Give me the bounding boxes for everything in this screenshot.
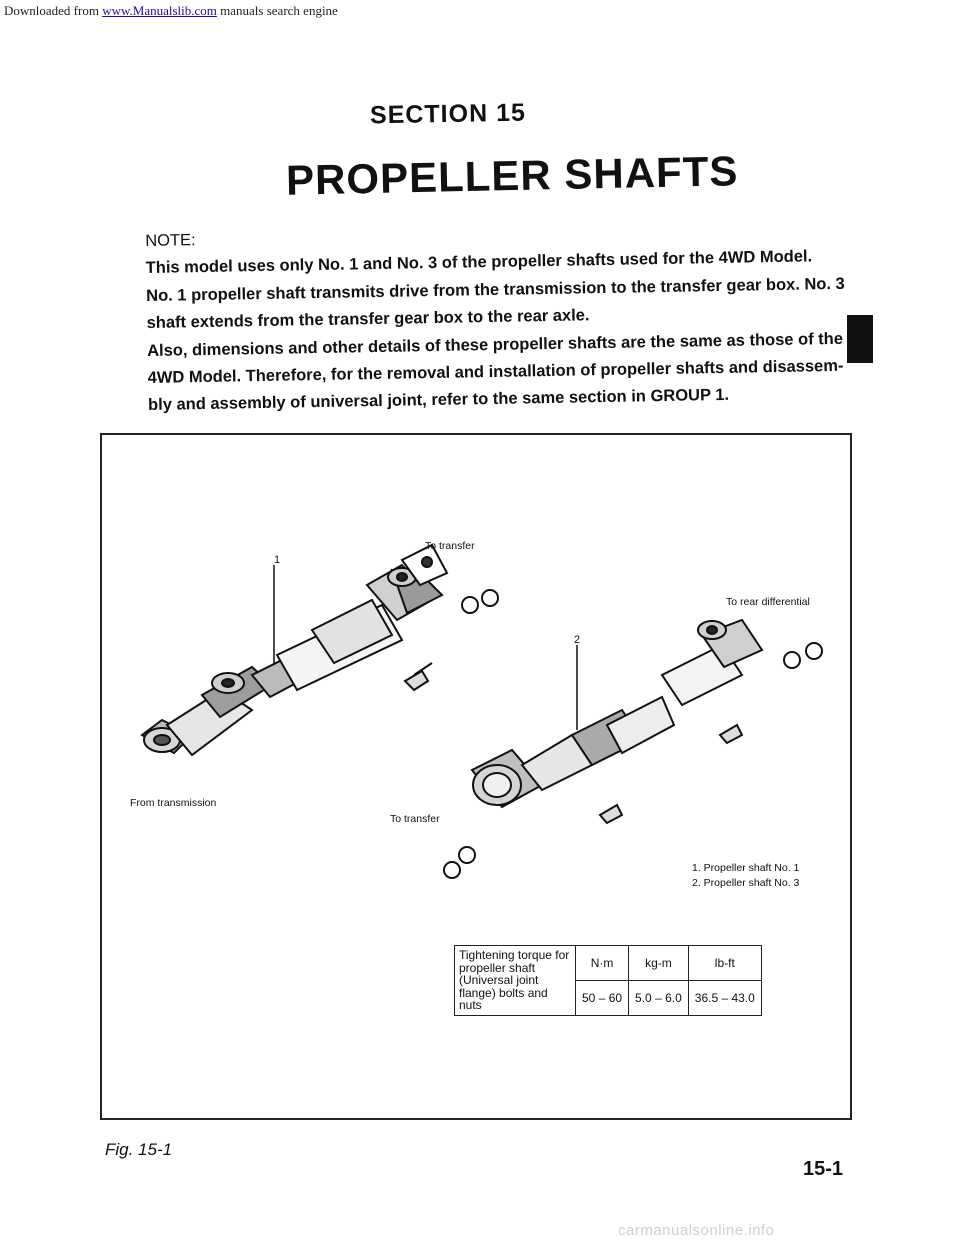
label-from-transmission: From transmission xyxy=(130,797,217,809)
note-line: This model uses only No. 1 and No. 3 of the propeller shafts used for the 4WD Model. xyxy=(145,247,813,278)
page-number: 15-1 xyxy=(803,1158,844,1180)
torque-table xyxy=(454,945,762,1016)
torque-header-nm: N·m xyxy=(576,946,629,981)
propeller-shaft-illustration xyxy=(102,435,850,1118)
figure-caption: Fig. 15-1 xyxy=(105,1140,173,1159)
callout-2: 2 xyxy=(574,634,581,646)
legend-item: 2. Propeller shaft No. 3 xyxy=(692,877,800,889)
label-to-transfer-bottom: To transfer xyxy=(390,813,440,825)
download-suffix: manuals search engine xyxy=(216,3,338,18)
torque-header-lbft: lb-ft xyxy=(688,946,761,981)
torque-value-nm: 50 – 60 xyxy=(576,980,629,1015)
section-tab-marker xyxy=(847,315,873,363)
manualslib-link[interactable]: www.Manualslib.com xyxy=(102,3,217,18)
note-line: 4WD Model. Therefore, for the removal and installation of propeller shafts and disassem- xyxy=(147,356,844,388)
page-title: PROPELLER SHAFTS xyxy=(285,147,739,204)
figure-legend xyxy=(692,861,799,891)
figure-frame xyxy=(100,433,852,1120)
watermark: carmanualsonline.info xyxy=(618,1222,775,1239)
note-line: No. 1 propeller shaft transmits drive from the transmission to the transfer gear box. No. 3 xyxy=(146,274,845,305)
legend-item: 1. Propeller shaft No. 1 xyxy=(692,862,800,874)
label-to-transfer-top: To transfer xyxy=(425,540,475,552)
note-line: Also, dimensions and other details of these propeller shafts are the same as those of the xyxy=(146,329,844,360)
propeller-shaft-3-drawing xyxy=(444,620,822,878)
torque-description: Tightening torque for propeller shaft (Universal joint flange) bolts and nuts xyxy=(455,946,576,1016)
torque-value-kgm: 5.0 – 6.0 xyxy=(629,980,689,1015)
download-prefix: Downloaded from xyxy=(4,3,103,18)
note-block xyxy=(145,216,845,420)
note-line: bly and assembly of universal joint, refer to the same section in GROUP 1. xyxy=(147,386,730,415)
torque-header-kgm: kg-m xyxy=(629,946,689,981)
label-to-rear-differential: To rear differential xyxy=(726,596,810,608)
note-line: shaft extends from the transfer gear box to the rear axle. xyxy=(146,306,590,333)
section-heading: SECTION 15 xyxy=(369,98,527,130)
torque-value-lbft: 36.5 – 43.0 xyxy=(688,980,761,1015)
note-label: NOTE: xyxy=(145,231,196,250)
propeller-shaft-1-drawing xyxy=(142,545,498,755)
download-bar xyxy=(0,0,960,22)
callout-1: 1 xyxy=(274,554,281,566)
